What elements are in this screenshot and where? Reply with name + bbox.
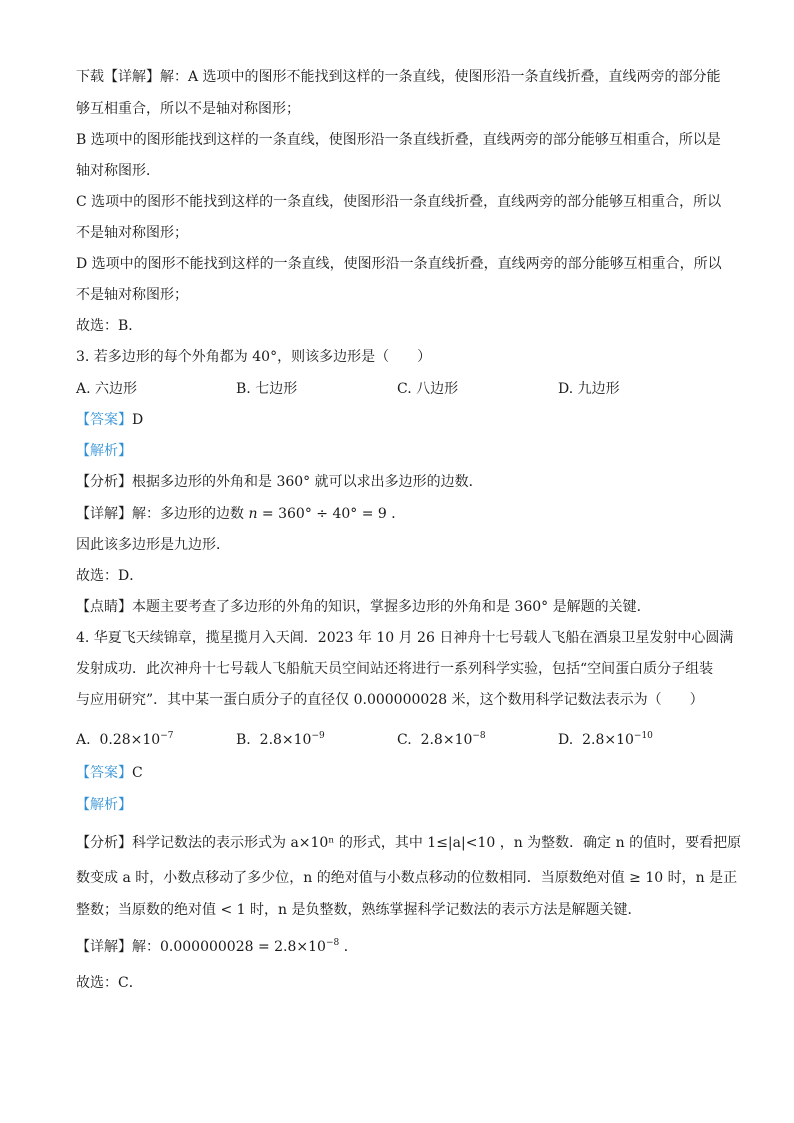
q4-stem-line-3: 与应用研究”．其中某一蛋白质分子的直径仅 0.000000028 米，这个数用科学记数法表示为（ ）	[76, 692, 704, 708]
q2-line-2: 够互相重合，所以不是轴对称图形；	[76, 101, 300, 117]
q3-xiangjie	[76, 505, 405, 523]
fenxi-tag: 【分析】	[76, 474, 132, 490]
q4-fenxi-line-1	[76, 834, 741, 852]
dianjing-tag: 【点睛】	[76, 599, 132, 615]
q4-analysis-heading	[76, 796, 132, 814]
xiangjie-tag: 【详解】	[76, 939, 132, 955]
fenxi-text: 根据多边形的外角和是 360° 就可以求出多边形的边数．	[132, 474, 483, 490]
q3-option-a: A. 六边形	[76, 381, 138, 397]
q4-fenxi-line-2: 数变成 a 时，小数点移动了多少位，n 的绝对值与小数点移动的位数相同．当原数绝对值 ≥ 10 时，n 是正	[76, 870, 738, 886]
q4-option-b: B. $2.8\times 10^{-9}$	[236, 731, 325, 748]
q4-option-c: C. $2.8\times 10^{-8}$	[397, 731, 486, 748]
xiangjie-text-b: = 360° ÷ 40° = 9 ．	[257, 506, 406, 522]
xiangjie-exponent: −8	[325, 938, 340, 948]
q3-answer	[76, 411, 143, 429]
q4-answer	[76, 764, 143, 782]
q2-line-4: 轴对称图形．	[76, 163, 160, 179]
q3-dianjing	[76, 598, 651, 616]
q4-xiangjie	[76, 938, 358, 956]
q3-choice: 故选：D．	[76, 568, 144, 584]
answer-value: D	[132, 412, 144, 428]
q2-line-7: D 选项中的图形不能找到这样的一条直线，使图形沿一条直线折叠，直线两旁的部分能够互相重合，所以	[76, 256, 722, 272]
q4-option-a: A. $0.28\times 10^{-7}$	[76, 731, 174, 748]
analysis-tag: 【解析】	[76, 443, 132, 459]
q2-line-6: 不是轴对称图形；	[76, 225, 188, 241]
xiangjie-variable-n: n	[248, 506, 258, 522]
answer-tag: 【答案】	[76, 412, 132, 428]
q4-option-d: D. $2.8\times 10^{-10}$	[558, 731, 653, 748]
xiangjie-text-b: ．	[339, 939, 358, 955]
xiangjie-text-a: 解：0.000000028 = 2.8×10	[132, 939, 326, 955]
fenxi-text: 科学记数法的表示形式为 a×10ⁿ 的形式，其中 1≤|a|<10 ，n 为整数．确定 n 的值时，要看把原	[132, 835, 742, 851]
q3-option-d: D. 九边形	[558, 381, 620, 397]
answer-tag: 【答案】	[76, 765, 132, 781]
analysis-tag: 【解析】	[76, 797, 132, 813]
fenxi-tag: 【分析】	[76, 835, 132, 851]
q3-analysis-heading	[76, 442, 132, 460]
q2-line-5: C 选项中的图形不能找到这样的一条直线，使图形沿一条直线折叠，直线两旁的部分能够互相重合，所以	[76, 194, 722, 210]
q4-stem-line-1: 4. 华夏飞天续锦章，揽星揽月入天阊．2023 年 10 月 26 日神舟十七号载人飞船在酒泉卫星发射中心圆满	[76, 630, 734, 646]
q4-choice: 故选：C．	[76, 975, 143, 991]
q3-option-b: B. 七边形	[236, 381, 298, 397]
xiangjie-tag: 【详解】	[76, 506, 132, 522]
q3-conclusion: 因此该多边形是九边形．	[76, 537, 230, 553]
q2-line-8: 不是轴对称图形；	[76, 287, 188, 303]
q4-stem-line-2: 发射成功．此次神舟十七号载人飞船航天员空间站还将进行一系列科学实验，包括“空间蛋白质分子组装	[76, 661, 714, 677]
xiangjie-text-a: 解：多边形的边数	[132, 506, 249, 522]
q2-line-1: 下载【详解】解：A 选项中的图形不能找到这样的一条直线，使图形沿一条直线折叠，直线两旁的部分能	[76, 69, 721, 85]
q2-choice: 故选：B．	[76, 318, 143, 334]
answer-value: C	[132, 765, 143, 781]
q3-stem: 3. 若多边形的每个外角都为 40°，则该多边形是（ ）	[76, 349, 432, 365]
q4-fenxi-line-3: 整数；当原数的绝对值 < 1 时，n 是负整数，熟练掌握科学记数法的表示方法是解题关键．	[76, 902, 642, 918]
q3-fenxi	[76, 473, 483, 491]
q2-line-3: B 选项中的图形能找到这样的一条直线，使图形沿一条直线折叠，直线两旁的部分能够互相重合，所以是	[76, 132, 721, 148]
dianjing-text: 本题主要考查了多边形的外角的知识，掌握多边形的外角和是 360° 是解题的关键．	[132, 599, 651, 615]
q3-option-c: C. 八边形	[397, 381, 459, 397]
